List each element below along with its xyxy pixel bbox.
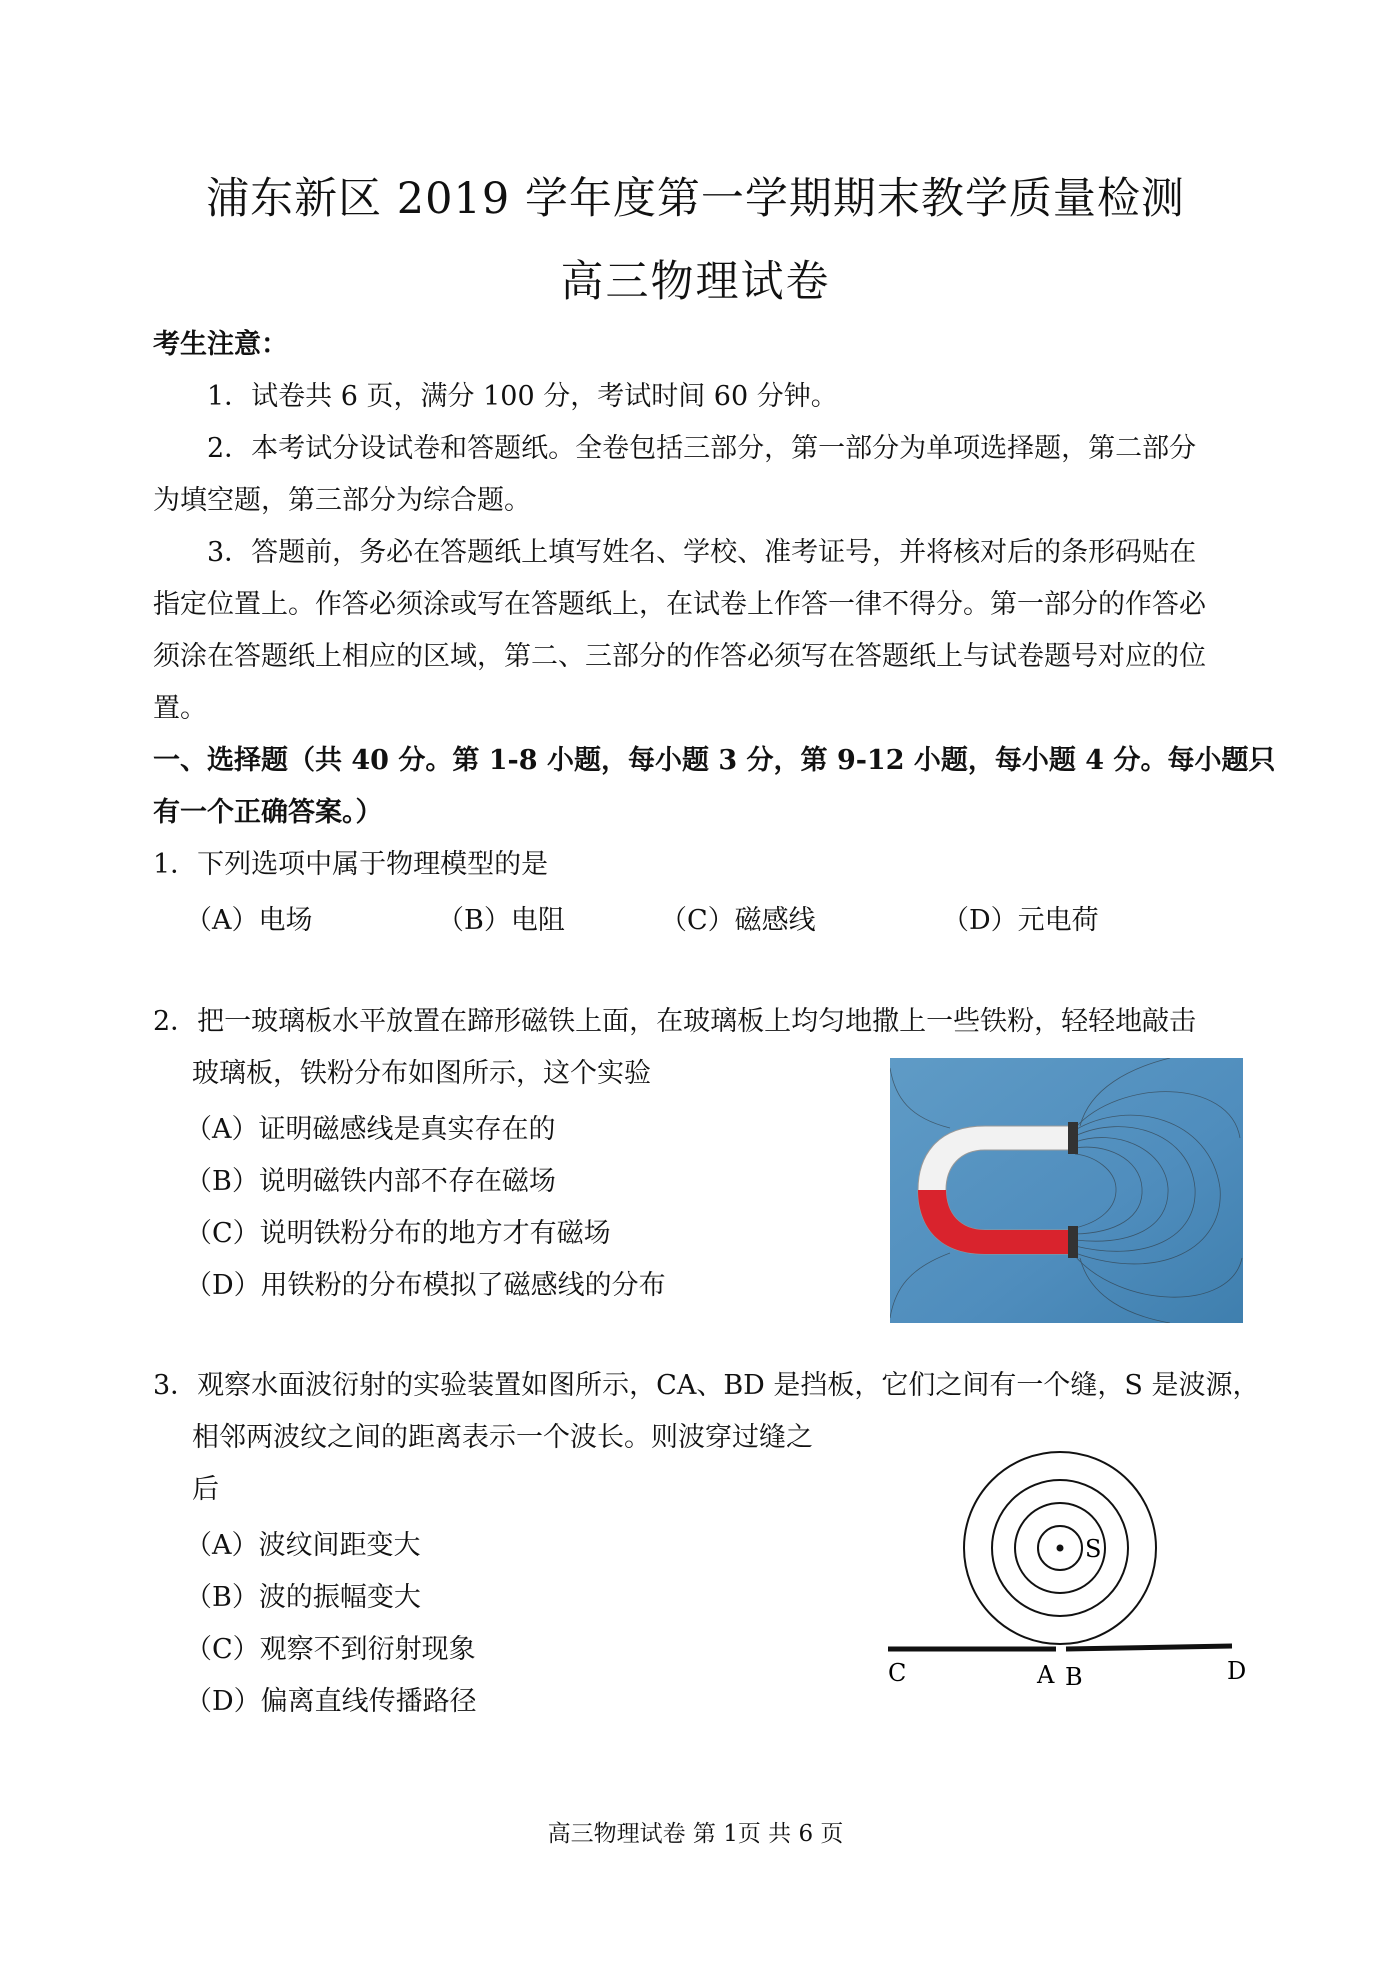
page-footer: 高三物理试卷 第 1页 共 6 页: [547, 1821, 844, 1847]
q1-option-a: （A）电场: [185, 905, 313, 936]
wave-source-dot: [1057, 1545, 1064, 1552]
notice-item-3-line-2: 指定位置上。作答必须涂或写在答题纸上，在试卷上作答一律不得分。第一部分的作答必: [153, 589, 1206, 620]
q3-stem-line-3: 后: [192, 1474, 219, 1505]
notice-item-3-line-1: 3．答题前，务必在答题纸上填写姓名、学校、准考证号，并将核对后的条形码贴在: [207, 537, 1197, 568]
notice-item-3-line-4: 置。: [153, 693, 207, 724]
section1-heading-line-2: 有一个正确答案。）: [153, 797, 383, 828]
q1-stem: 1．下列选项中属于物理模型的是: [153, 849, 549, 880]
label-a: A: [1037, 1661, 1055, 1689]
horseshoe-magnet-iron-filings-photo: [890, 1058, 1243, 1323]
notice-item-2-line-1: 2．本考试分设试卷和答题纸。全卷包括三部分，第一部分为单项选择题，第二部分: [207, 433, 1197, 464]
q3-stem-line-1: 3．观察水面波衍射的实验装置如图所示，CA、BD 是挡板，它们之间有一个缝，S 是波源，: [153, 1370, 1260, 1401]
label-d: D: [1227, 1657, 1247, 1685]
q1-option-c: （C）磁感线: [660, 905, 816, 936]
q3-stem-line-2: 相邻两波纹之间的距离表示一个波长。则波穿过缝之: [192, 1422, 813, 1453]
q1-option-b: （B）电阻: [437, 905, 565, 936]
q2-option-b: （B）说明磁铁内部不存在磁场: [185, 1166, 556, 1197]
q3-option-a: （A）波纹间距变大: [185, 1530, 421, 1561]
notice-item-3-line-3: 须涂在答题纸上相应的区域，第二、三部分的作答必须写在答题纸上与试卷题号对应的位: [153, 641, 1206, 672]
q3-option-b: （B）波的振幅变大: [185, 1582, 421, 1613]
q2-stem-line-1: 2．把一玻璃板水平放置在蹄形磁铁上面，在玻璃板上均匀地撒上一些铁粉，轻轻地敲击: [153, 1006, 1197, 1037]
exam-subtitle: 高三物理试卷: [560, 257, 831, 307]
q2-option-a: （A）证明磁感线是真实存在的: [185, 1114, 556, 1145]
notice-heading: 考生注意：: [153, 329, 288, 360]
q1-option-d: （D）元电荷: [942, 905, 1099, 936]
q3-option-d: （D）偏离直线传播路径: [185, 1686, 477, 1717]
q2-option-d: （D）用铁粉的分布模拟了磁感线的分布: [185, 1270, 666, 1301]
label-s: S: [1085, 1535, 1102, 1563]
wave-diffraction-diagram: [880, 1445, 1260, 1705]
q3-option-c: （C）观察不到衍射现象: [185, 1634, 476, 1665]
q2-option-c: （C）说明铁粉分布的地方才有磁场: [185, 1218, 611, 1249]
label-b: B: [1065, 1663, 1083, 1691]
q2-stem-line-2: 玻璃板，铁粉分布如图所示，这个实验: [192, 1058, 651, 1089]
exam-title: 浦东新区 2019 学年度第一学期期末教学质量检测: [206, 174, 1185, 224]
label-c: C: [888, 1659, 907, 1687]
barrier-bd: [1066, 1646, 1232, 1649]
section1-heading-line-1: 一、选择题（共 40 分。第 1-8 小题，每小题 3 分，第 9-12 小题，每小题 4 分。每小题只: [153, 745, 1276, 776]
notice-item-1: 1．试卷共 6 页，满分 100 分，考试时间 60 分钟。: [207, 381, 838, 412]
notice-item-2-line-2: 为填空题，第三部分为综合题。: [153, 485, 531, 516]
